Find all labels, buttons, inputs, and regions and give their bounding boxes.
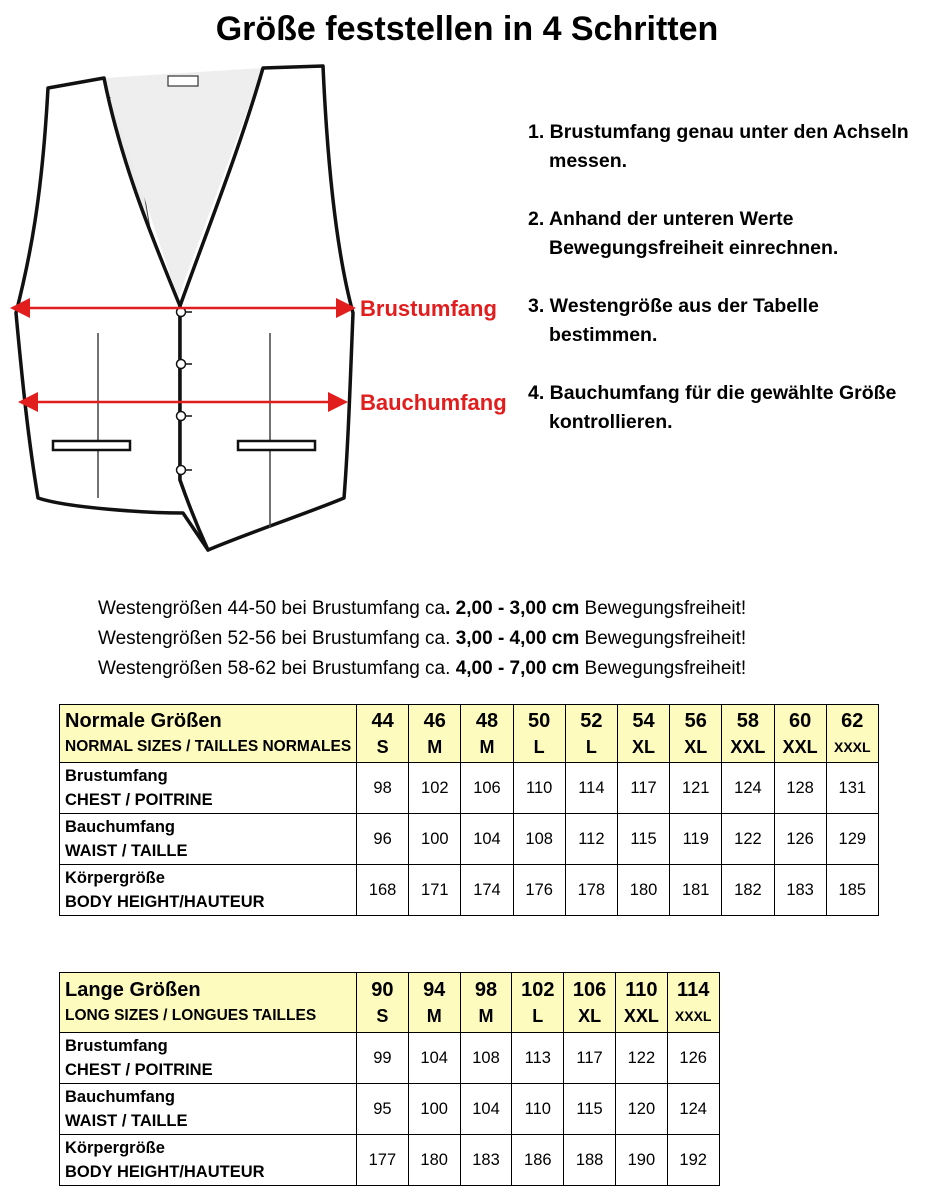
size-number: 56 xyxy=(684,709,707,732)
table-cell: 119 xyxy=(670,814,722,865)
size-number: 52 xyxy=(580,709,603,732)
size-code: M xyxy=(478,1005,494,1026)
size-header-cell xyxy=(615,973,667,1033)
table-cell: 129 xyxy=(826,814,878,865)
size-code: XL xyxy=(578,1005,602,1026)
size-number: 50 xyxy=(528,709,551,732)
table-subtitle: NORMAL SIZES / TAILLES NORMALES xyxy=(65,737,352,755)
table-cell: 104 xyxy=(460,1084,512,1135)
row-label xyxy=(60,865,357,916)
size-header-cell xyxy=(826,705,878,763)
note-line: Westengrößen 52-56 bei Brustumfang ca. 3,00 - 4,00 cm Bewegungsfreiheit! xyxy=(98,628,747,649)
row-label-en-fr: WAIST / TAILLE xyxy=(65,1112,188,1130)
table-cell: 112 xyxy=(565,814,617,865)
row-label-de: Brustumfang xyxy=(65,767,168,785)
table-cell: 126 xyxy=(774,814,826,865)
table-header-row xyxy=(60,705,879,763)
row-label-de: Bauchumfang xyxy=(65,1088,176,1106)
table-cell: 180 xyxy=(617,865,669,916)
row-label xyxy=(60,1084,357,1135)
step-item xyxy=(528,205,933,263)
table-title: Normale Größen xyxy=(65,709,222,732)
size-number: 110 xyxy=(625,978,658,1001)
size-number: 98 xyxy=(474,978,498,1001)
size-header-cell xyxy=(667,973,719,1033)
table-cell: 181 xyxy=(670,865,722,916)
table-title: Lange Größen xyxy=(65,978,201,1001)
table-row xyxy=(60,763,879,814)
size-code: XXL xyxy=(782,736,818,757)
table-cell: 102 xyxy=(409,763,461,814)
row-label-en-fr: CHEST / POITRINE xyxy=(65,1061,213,1079)
step-line-1: 3. Westengröße aus der Tabelle xyxy=(528,295,819,317)
table-cell: 104 xyxy=(461,814,513,865)
table-cell: 100 xyxy=(409,814,461,865)
row-label-en-fr: BODY HEIGHT/HAUTEUR xyxy=(65,893,265,911)
table-cell: 108 xyxy=(460,1033,512,1084)
right-pocket xyxy=(238,441,315,450)
size-header-cell xyxy=(722,705,774,763)
row-label-en-fr: CHEST / POITRINE xyxy=(65,791,213,809)
table-cell: 182 xyxy=(722,865,774,916)
table-cell: 98 xyxy=(357,763,409,814)
size-header-cell xyxy=(617,705,669,763)
size-code: XL xyxy=(632,736,656,757)
size-header-cell xyxy=(357,705,409,763)
step-item xyxy=(528,118,933,176)
table-cell: 121 xyxy=(670,763,722,814)
table-cell: 115 xyxy=(564,1084,616,1135)
table-header-label xyxy=(60,973,357,1033)
size-number: 44 xyxy=(371,709,394,732)
size-number: 48 xyxy=(475,709,499,732)
table-cell: 120 xyxy=(615,1084,667,1135)
table-cell: 176 xyxy=(513,865,565,916)
table-row xyxy=(60,865,879,916)
table-cell: 104 xyxy=(408,1033,460,1084)
size-number: 114 xyxy=(677,978,710,1001)
size-number: 106 xyxy=(572,978,607,1001)
table-cell: 100 xyxy=(408,1084,460,1135)
table-cell: 168 xyxy=(357,865,409,916)
size-number: 62 xyxy=(841,709,864,732)
table-cell: 110 xyxy=(513,763,565,814)
table-header-label xyxy=(60,705,357,763)
table-cell: 115 xyxy=(617,814,669,865)
size-header-cell xyxy=(565,705,617,763)
waist-label: Bauchumfang xyxy=(360,390,507,415)
row-label-en-fr: WAIST / TAILLE xyxy=(65,842,188,860)
table-cell: 192 xyxy=(667,1135,719,1186)
size-code: M xyxy=(479,736,495,757)
chest-label: Brustumfang xyxy=(360,296,497,321)
size-code: L xyxy=(585,736,597,757)
table-cell: 96 xyxy=(357,814,409,865)
table-subtitle: LONG SIZES / LONGUES TAILLES xyxy=(65,1006,317,1024)
row-label xyxy=(60,763,357,814)
table-cell: 131 xyxy=(826,763,878,814)
table-row xyxy=(60,814,879,865)
row-label-en-fr: BODY HEIGHT/HAUTEUR xyxy=(65,1163,265,1181)
table-cell: 177 xyxy=(357,1135,409,1186)
table-cell: 190 xyxy=(615,1135,667,1186)
size-number: 60 xyxy=(788,709,812,732)
step-line-2: Bewegungsfreiheit einrechnen. xyxy=(549,237,839,259)
table-cell: 122 xyxy=(615,1033,667,1084)
size-header-cell xyxy=(670,705,722,763)
size-number: 94 xyxy=(423,978,446,1001)
table-cell: 113 xyxy=(512,1033,564,1084)
size-code: XXXL xyxy=(833,738,871,755)
table-cell: 180 xyxy=(408,1135,460,1186)
table-cell: 186 xyxy=(512,1135,564,1186)
step-line-1: 1. Brustumfang genau unter den Achseln xyxy=(528,121,909,143)
table-cell: 108 xyxy=(513,814,565,865)
size-code: XXL xyxy=(730,736,766,757)
size-header-cell xyxy=(461,705,513,763)
size-header-cell xyxy=(513,705,565,763)
table-cell: 128 xyxy=(774,763,826,814)
table-cell: 106 xyxy=(461,763,513,814)
vest-diagram xyxy=(8,58,518,568)
size-header-cell xyxy=(460,973,512,1033)
table-row xyxy=(60,1084,720,1135)
page-title: Größe feststellen in 4 Schritten xyxy=(215,10,719,48)
table-cell: 117 xyxy=(564,1033,616,1084)
size-code: M xyxy=(427,736,443,757)
neck-label xyxy=(168,76,198,86)
long-sizes-table xyxy=(59,972,720,1186)
size-header-cell xyxy=(408,973,460,1033)
size-code: S xyxy=(376,736,389,757)
step-line-1: 2. Anhand der unteren Werte xyxy=(528,208,794,230)
step-line-1: 4. Bauchumfang für die gewählte Größe xyxy=(528,382,897,404)
row-label xyxy=(60,1135,357,1186)
note-line: Westengrößen 44-50 bei Brustumfang ca. 2,00 - 3,00 cm Bewegungsfreiheit! xyxy=(98,598,747,619)
table-cell: 171 xyxy=(409,865,461,916)
instruction-steps xyxy=(528,118,933,466)
step-item xyxy=(528,292,933,350)
size-code: S xyxy=(376,1005,389,1026)
size-header-cell xyxy=(409,705,461,763)
size-code: XXL xyxy=(623,1005,659,1026)
table-cell: 117 xyxy=(617,763,669,814)
size-code: L xyxy=(532,1005,544,1026)
table-cell: 124 xyxy=(722,763,774,814)
size-header-cell xyxy=(774,705,826,763)
row-label xyxy=(60,1033,357,1084)
left-pocket xyxy=(53,441,130,450)
table-cell: 122 xyxy=(722,814,774,865)
table-row xyxy=(60,1135,720,1186)
step-line-2: bestimmen. xyxy=(549,324,658,346)
step-item xyxy=(528,379,933,437)
size-header-cell xyxy=(357,973,409,1033)
row-label-de: Körpergröße xyxy=(65,869,165,887)
table-cell: 178 xyxy=(565,865,617,916)
table-cell: 188 xyxy=(564,1135,616,1186)
normal-sizes-table xyxy=(59,704,879,916)
size-code: L xyxy=(533,736,545,757)
table-cell: 114 xyxy=(565,763,617,814)
size-header-cell xyxy=(564,973,616,1033)
table-cell: 183 xyxy=(460,1135,512,1186)
table-cell: 174 xyxy=(461,865,513,916)
table-cell: 126 xyxy=(667,1033,719,1084)
table-header-row xyxy=(60,973,720,1033)
size-number: 58 xyxy=(736,709,760,732)
size-code: XL xyxy=(684,736,708,757)
table-row xyxy=(60,1033,720,1084)
note-line: Westengrößen 58-62 bei Brustumfang ca. 4,00 - 7,00 cm Bewegungsfreiheit! xyxy=(98,658,747,679)
size-number: 90 xyxy=(371,978,394,1001)
step-line-2: messen. xyxy=(549,150,628,172)
size-code: XXXL xyxy=(674,1007,712,1024)
allowance-notes xyxy=(98,594,746,684)
size-number: 102 xyxy=(521,978,555,1001)
step-line-2: kontrollieren. xyxy=(549,411,673,433)
size-number: 54 xyxy=(632,709,655,732)
size-code: M xyxy=(426,1005,442,1026)
row-label xyxy=(60,814,357,865)
table-cell: 99 xyxy=(357,1033,409,1084)
table-cell: 95 xyxy=(357,1084,409,1135)
row-label-de: Bauchumfang xyxy=(65,818,176,836)
table-cell: 183 xyxy=(774,865,826,916)
table-cell: 124 xyxy=(667,1084,719,1135)
row-label-de: Körpergröße xyxy=(65,1139,165,1157)
table-cell: 185 xyxy=(826,865,878,916)
size-header-cell xyxy=(512,973,564,1033)
size-number: 46 xyxy=(423,709,446,732)
table-cell: 110 xyxy=(512,1084,564,1135)
row-label-de: Brustumfang xyxy=(65,1037,168,1055)
